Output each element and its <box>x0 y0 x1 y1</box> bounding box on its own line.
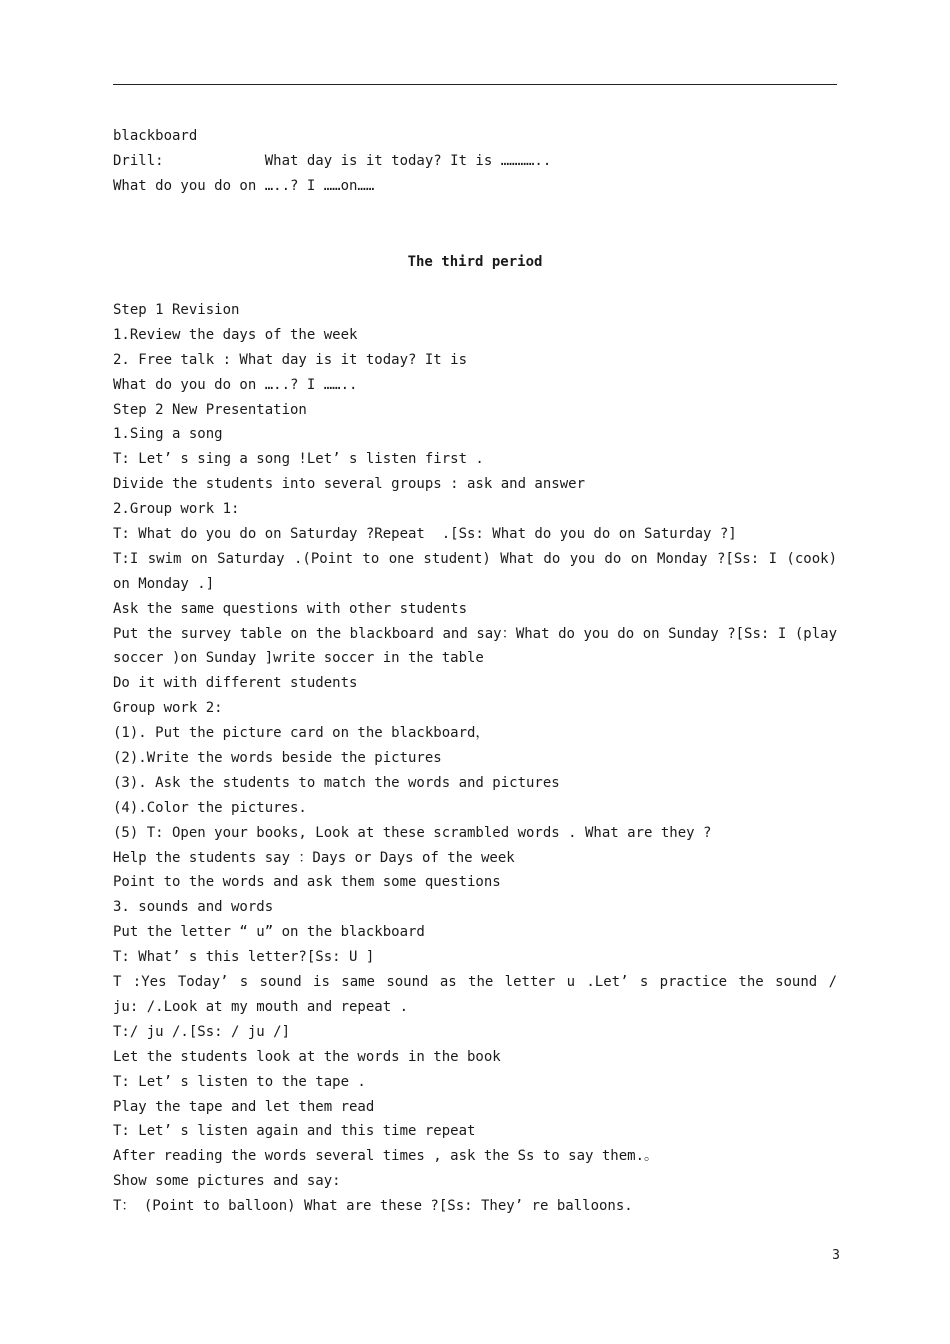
text-line: Show some pictures and say: <box>113 1173 341 1190</box>
text-line: Let the students look at the words in the book <box>113 1048 501 1065</box>
text-line: blackboard <box>113 128 198 144</box>
text-line: (4).Color the pictures. <box>113 799 307 816</box>
text-line: 2.Group work 1: <box>113 501 240 518</box>
text-line: on Monday .] <box>113 575 215 592</box>
text-line: What do you do on …..? I ……on…… <box>113 177 375 194</box>
text-line: 3. sounds and words <box>113 899 274 916</box>
text-line: What do you do on …..? I …….. <box>113 376 358 393</box>
text-line: soccer )on Sunday ]write soccer in the table <box>113 650 484 667</box>
text-line: 2. Free talk : What day is it today? It is <box>113 351 468 368</box>
text-line: Group work 2: <box>113 700 223 717</box>
text-line: T: Let’ s listen to the tape . <box>113 1073 366 1090</box>
text-line: Help the students say ：Days or Days of the week <box>113 849 515 866</box>
text-line: Point to the words and ask them some questions <box>113 874 501 891</box>
body-text-block <box>113 298 837 1219</box>
text-line: (3). Ask the students to match the words and pictures <box>113 774 560 791</box>
text-line: Play the tape and let them read <box>113 1098 375 1115</box>
text-line: Step 2 New Presentation <box>113 401 307 418</box>
text-line: T: Let’ s listen again and this time repeat <box>113 1123 476 1140</box>
section-title: The third period <box>407 254 543 270</box>
text-line: T :Yes Today’ s sound is same sound as the letter u .Let’ s practice the sound / <box>113 974 837 991</box>
text-line: T: What do you do on Saturday ?Repeat .[Ss: What do you do on Saturday ?] <box>113 526 737 543</box>
text-line: Ask the same questions with other students <box>113 600 468 617</box>
text-line: T: Let’ s sing a song !Let’ s listen first . <box>113 451 484 468</box>
text-line: Step 1 Revision <box>113 302 240 318</box>
text-line: Put the survey table on the blackboard and say：What do you do on Sunday ?[Ss: I (play <box>113 625 837 642</box>
top-text-block <box>113 124 837 199</box>
header-rule <box>113 84 837 85</box>
text-line: Drill: What day is it today? It is ………….. <box>113 152 552 169</box>
text-line: T:I swim on Saturday .(Point to one student) What do you do on Monday ?[Ss: I (cook) <box>113 550 837 567</box>
text-line: Put the letter “ u” on the blackboard <box>113 924 425 941</box>
text-line: 1.Sing a song <box>113 426 223 443</box>
text-line: (2).Write the words beside the pictures <box>113 750 442 767</box>
page-number: 3 <box>832 1248 840 1263</box>
text-line: Do it with different students <box>113 675 358 692</box>
text-line: ju: /.Look at my mouth and repeat . <box>113 998 409 1015</box>
text-line: Divide the students into several groups : ask and answer <box>113 476 586 493</box>
text-line: (5) T: Open your books, Look at these scrambled words . What are they ? <box>113 824 712 841</box>
text-line: After reading the words several times , ask the Ss to say them.。 <box>113 1148 659 1165</box>
text-line: T:/ ju /.[Ss: / ju /] <box>113 1023 291 1040</box>
text-line: T： (Point to balloon) What are these ?[Ss: They’ re balloons. <box>113 1198 633 1215</box>
text-line: T: What’ s this letter?[Ss: U ] <box>113 949 375 966</box>
text-line: (1). Put the picture card on the blackboard， <box>113 725 490 742</box>
text-line: 1.Review the days of the week <box>113 326 358 343</box>
